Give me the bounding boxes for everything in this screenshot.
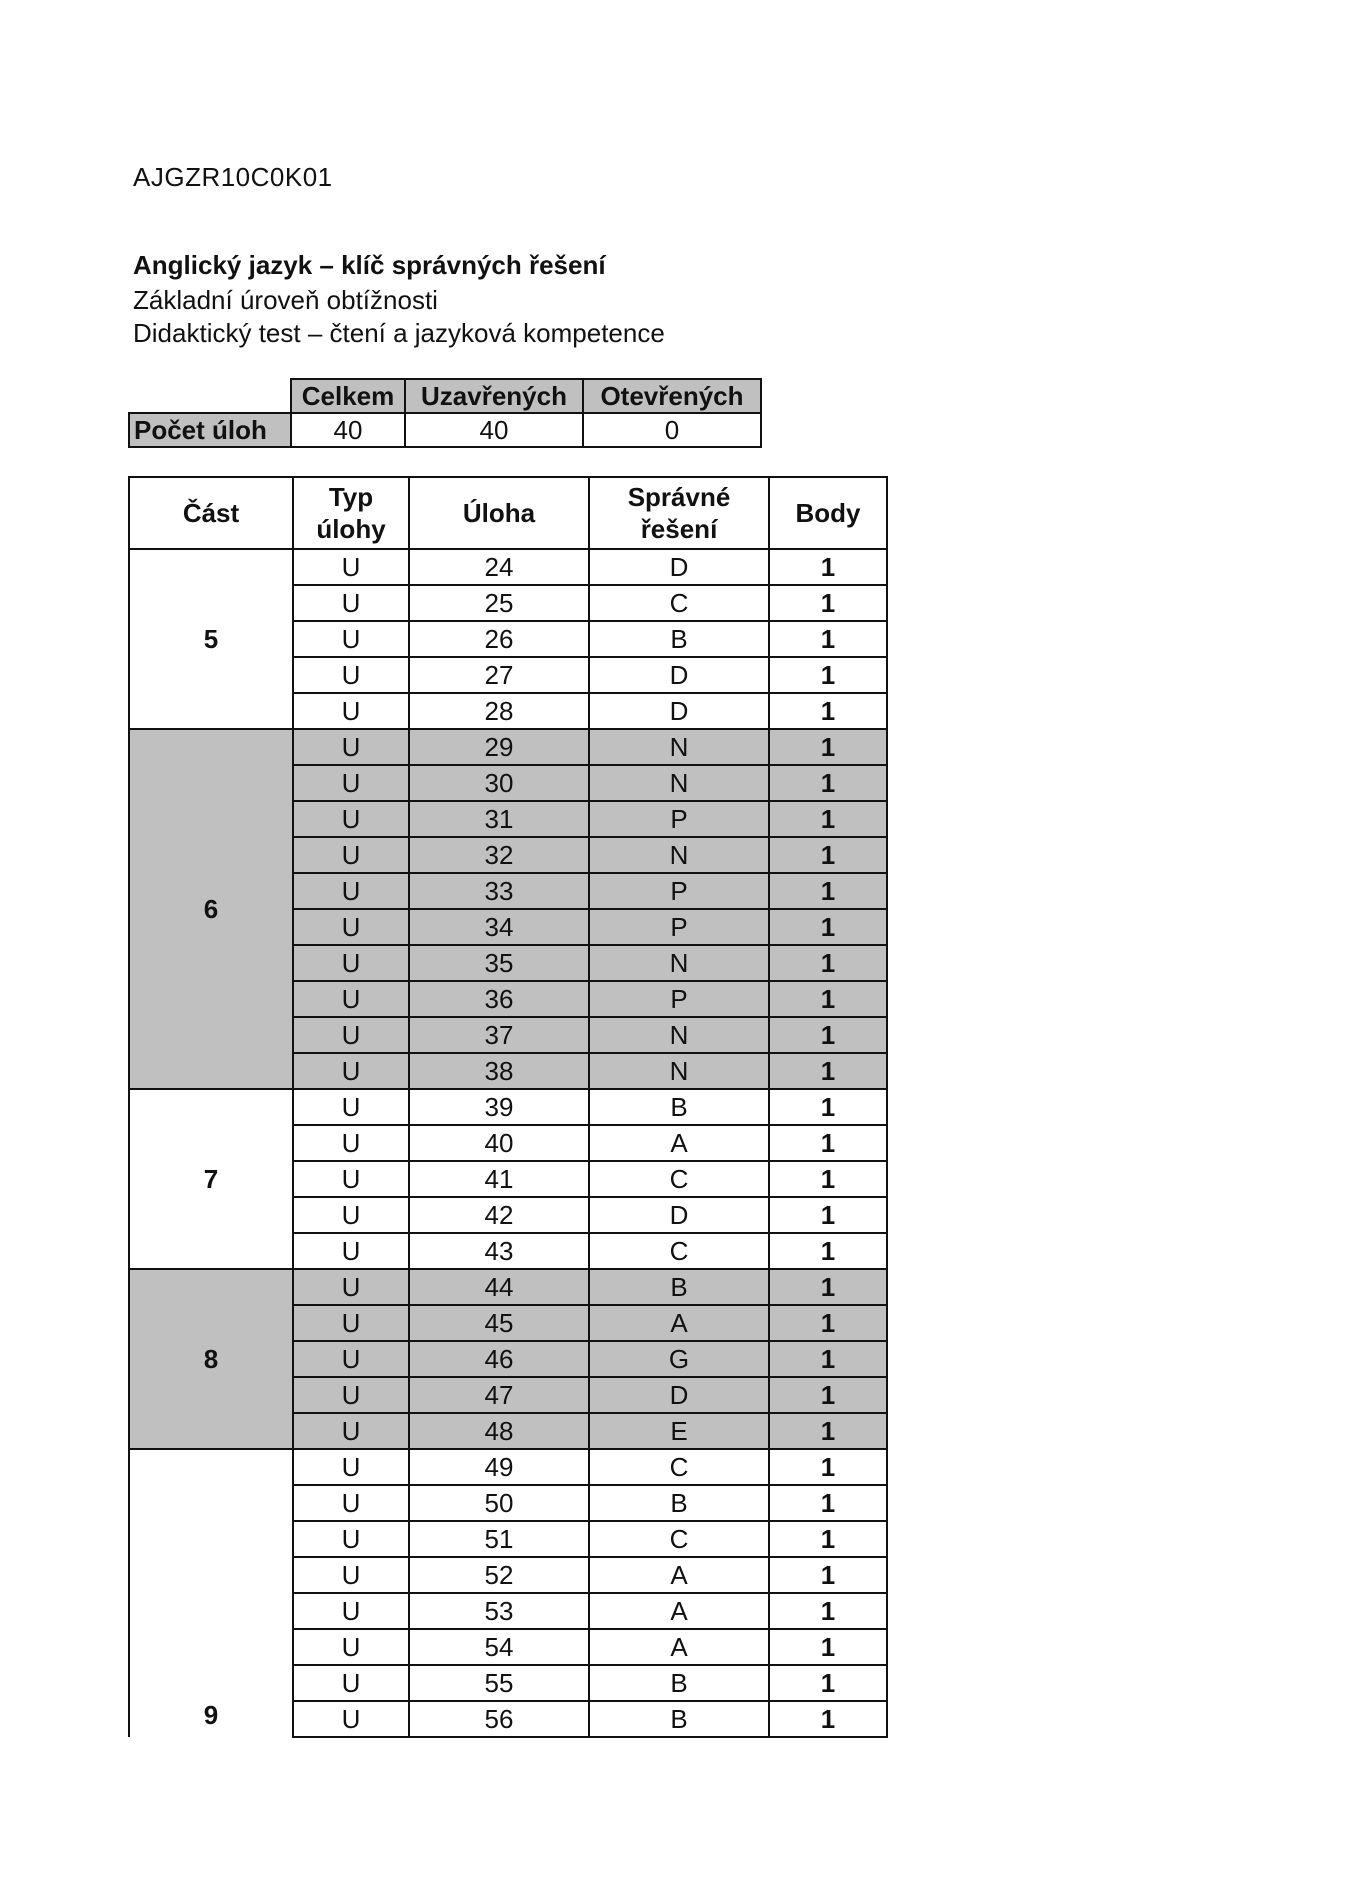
points-cell: 1 <box>769 1485 887 1521</box>
task-number-cell: 47 <box>409 1377 589 1413</box>
points-cell: 1 <box>769 1557 887 1593</box>
task-number-cell: 39 <box>409 1089 589 1125</box>
points-cell: 1 <box>769 1197 887 1233</box>
points-cell: 1 <box>769 945 887 981</box>
answer-key-body <box>129 549 887 1737</box>
points-cell: 1 <box>769 729 887 765</box>
task-type-cell: U <box>293 1521 409 1557</box>
task-number-cell: 24 <box>409 549 589 585</box>
summary-corner <box>129 379 291 413</box>
points-cell: 1 <box>769 765 887 801</box>
answer-cell: P <box>589 981 769 1017</box>
answer-cell: C <box>589 1233 769 1269</box>
task-type-cell: U <box>293 1341 409 1377</box>
task-type-cell: U <box>293 1557 409 1593</box>
summary-table <box>128 378 762 448</box>
summary-open-value: 0 <box>583 413 761 447</box>
task-type-cell: U <box>293 1305 409 1341</box>
answer-cell: E <box>589 1413 769 1449</box>
answer-cell: D <box>589 549 769 585</box>
task-number-cell: 38 <box>409 1053 589 1089</box>
header-task: Úloha <box>409 477 589 549</box>
task-number-cell: 55 <box>409 1665 589 1701</box>
points-cell: 1 <box>769 1521 887 1557</box>
answer-cell: D <box>589 657 769 693</box>
task-type-cell: U <box>293 1269 409 1305</box>
part-number: 5 <box>129 549 293 729</box>
answer-cell: P <box>589 909 769 945</box>
task-number-cell: 41 <box>409 1161 589 1197</box>
task-type-cell: U <box>293 1485 409 1521</box>
answer-cell: N <box>589 1053 769 1089</box>
task-number-cell: 48 <box>409 1413 589 1449</box>
summary-closed-value: 40 <box>405 413 583 447</box>
task-number-cell: 42 <box>409 1197 589 1233</box>
part-number: 9 <box>129 1449 293 1737</box>
task-number-cell: 52 <box>409 1557 589 1593</box>
points-cell: 1 <box>769 1233 887 1269</box>
points-cell: 1 <box>769 621 887 657</box>
answer-cell: P <box>589 801 769 837</box>
test-description: Didaktický test – čtení a jazyková kompetence <box>133 318 665 348</box>
answer-cell: N <box>589 837 769 873</box>
task-type-cell: U <box>293 1665 409 1701</box>
points-cell: 1 <box>769 1305 887 1341</box>
task-number-cell: 35 <box>409 945 589 981</box>
points-cell: 1 <box>769 693 887 729</box>
task-type-cell: U <box>293 1449 409 1485</box>
task-type-cell: U <box>293 693 409 729</box>
task-number-cell: 26 <box>409 621 589 657</box>
answer-cell: C <box>589 1161 769 1197</box>
points-cell: 1 <box>769 837 887 873</box>
task-type-cell: U <box>293 1629 409 1665</box>
points-cell: 1 <box>769 1269 887 1305</box>
task-number-cell: 36 <box>409 981 589 1017</box>
task-number-cell: 54 <box>409 1629 589 1665</box>
task-type-cell: U <box>293 1701 409 1737</box>
task-number-cell: 45 <box>409 1305 589 1341</box>
answer-cell: B <box>589 1485 769 1521</box>
task-number-cell: 50 <box>409 1485 589 1521</box>
answer-cell: C <box>589 1521 769 1557</box>
header-task-type: Typ úlohy <box>293 477 409 549</box>
task-type-cell: U <box>293 657 409 693</box>
answer-cell: G <box>589 1341 769 1377</box>
task-type-cell: U <box>293 909 409 945</box>
summary-header-open: Otevřených <box>583 379 761 413</box>
answer-cell: A <box>589 1557 769 1593</box>
task-number-cell: 43 <box>409 1233 589 1269</box>
summary-header-total: Celkem <box>291 379 405 413</box>
task-type-cell: U <box>293 801 409 837</box>
points-cell: 1 <box>769 1161 887 1197</box>
task-number-cell: 30 <box>409 765 589 801</box>
answer-cell: B <box>589 1269 769 1305</box>
task-number-cell: 46 <box>409 1341 589 1377</box>
table-row <box>129 729 887 765</box>
task-number-cell: 49 <box>409 1449 589 1485</box>
points-cell: 1 <box>769 801 887 837</box>
points-cell: 1 <box>769 585 887 621</box>
answer-cell: N <box>589 945 769 981</box>
points-cell: 1 <box>769 1413 887 1449</box>
answer-cell: B <box>589 621 769 657</box>
points-cell: 1 <box>769 1449 887 1485</box>
task-type-cell: U <box>293 1593 409 1629</box>
summary-total-value: 40 <box>291 413 405 447</box>
answer-cell: N <box>589 765 769 801</box>
task-number-cell: 33 <box>409 873 589 909</box>
document-title: Anglický jazyk – klíč správných řešení <box>133 250 606 280</box>
task-type-cell: U <box>293 1017 409 1053</box>
answer-cell: B <box>589 1089 769 1125</box>
task-type-cell: U <box>293 585 409 621</box>
task-type-cell: U <box>293 945 409 981</box>
task-number-cell: 40 <box>409 1125 589 1161</box>
task-type-cell: U <box>293 549 409 585</box>
points-cell: 1 <box>769 1665 887 1701</box>
task-number-cell: 31 <box>409 801 589 837</box>
points-cell: 1 <box>769 873 887 909</box>
part-number: 8 <box>129 1269 293 1449</box>
answer-cell: A <box>589 1593 769 1629</box>
points-cell: 1 <box>769 1629 887 1665</box>
answer-cell: N <box>589 1017 769 1053</box>
answer-cell: B <box>589 1701 769 1737</box>
document-code: AJGZR10C0K01 <box>133 162 333 192</box>
summary-header-closed: Uzavřených <box>405 379 583 413</box>
task-type-cell: U <box>293 1233 409 1269</box>
task-type-cell: U <box>293 1197 409 1233</box>
answer-cell: C <box>589 585 769 621</box>
table-row <box>129 1089 887 1125</box>
task-type-cell: U <box>293 981 409 1017</box>
answer-cell: A <box>589 1629 769 1665</box>
task-number-cell: 37 <box>409 1017 589 1053</box>
answer-cell: D <box>589 1377 769 1413</box>
part-number: 7 <box>129 1089 293 1269</box>
part-number: 6 <box>129 729 293 1089</box>
points-cell: 1 <box>769 1089 887 1125</box>
table-row <box>129 549 887 585</box>
task-number-cell: 27 <box>409 657 589 693</box>
task-number-cell: 29 <box>409 729 589 765</box>
answer-cell: N <box>589 729 769 765</box>
header-points: Body <box>769 477 887 549</box>
task-type-cell: U <box>293 1053 409 1089</box>
answer-key-table <box>128 476 888 1738</box>
answer-cell: D <box>589 1197 769 1233</box>
points-cell: 1 <box>769 1341 887 1377</box>
points-cell: 1 <box>769 1377 887 1413</box>
answer-cell: D <box>589 693 769 729</box>
task-type-cell: U <box>293 1161 409 1197</box>
task-type-cell: U <box>293 1377 409 1413</box>
points-cell: 1 <box>769 657 887 693</box>
task-number-cell: 25 <box>409 585 589 621</box>
task-type-cell: U <box>293 1413 409 1449</box>
task-number-cell: 34 <box>409 909 589 945</box>
task-number-cell: 51 <box>409 1521 589 1557</box>
task-number-cell: 53 <box>409 1593 589 1629</box>
table-row <box>129 1269 887 1305</box>
answer-cell: B <box>589 1665 769 1701</box>
task-number-cell: 56 <box>409 1701 589 1737</box>
points-cell: 1 <box>769 981 887 1017</box>
points-cell: 1 <box>769 549 887 585</box>
points-cell: 1 <box>769 1701 887 1737</box>
task-type-cell: U <box>293 765 409 801</box>
task-type-cell: U <box>293 1089 409 1125</box>
task-type-cell: U <box>293 1125 409 1161</box>
answer-cell: A <box>589 1125 769 1161</box>
task-type-cell: U <box>293 873 409 909</box>
points-cell: 1 <box>769 1593 887 1629</box>
points-cell: 1 <box>769 909 887 945</box>
answer-cell: A <box>589 1305 769 1341</box>
difficulty-level: Základní úroveň obtížnosti <box>133 285 438 315</box>
header-part: Část <box>129 477 293 549</box>
answer-cell: P <box>589 873 769 909</box>
points-cell: 1 <box>769 1053 887 1089</box>
task-number-cell: 44 <box>409 1269 589 1305</box>
answer-cell: C <box>589 1449 769 1485</box>
task-number-cell: 32 <box>409 837 589 873</box>
points-cell: 1 <box>769 1017 887 1053</box>
table-row <box>129 1449 887 1485</box>
task-number-cell: 28 <box>409 693 589 729</box>
task-type-cell: U <box>293 729 409 765</box>
summary-row-label: Počet úloh <box>129 413 291 447</box>
header-correct-answer: Správné řešení <box>589 477 769 549</box>
points-cell: 1 <box>769 1125 887 1161</box>
task-type-cell: U <box>293 837 409 873</box>
task-type-cell: U <box>293 621 409 657</box>
